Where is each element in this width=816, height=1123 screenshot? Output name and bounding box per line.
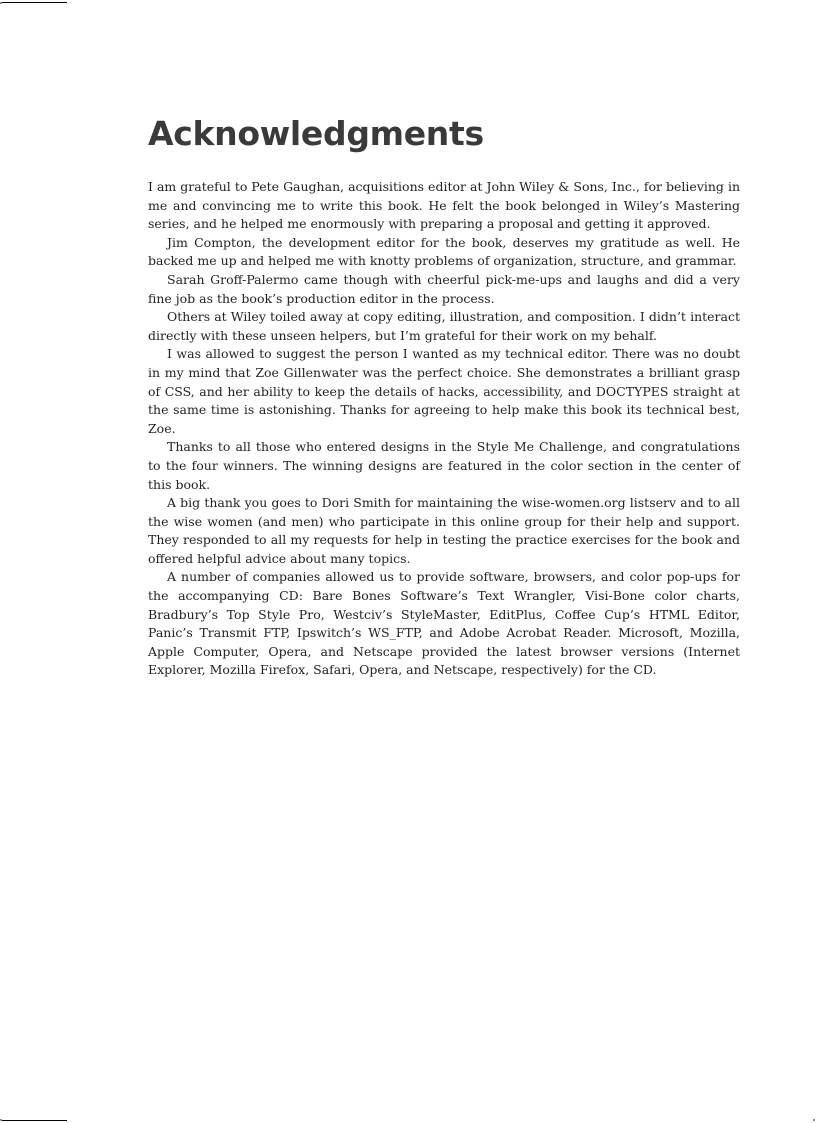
paragraph: I was allowed to suggest the person I wanted as my technical editor. There was no doubt in my mind that Zoe Gillenwater was the perfect choice. She demonstrates a brilliant grasp of CSS, and her ability to keep the details of hacks, accessibility, and DOCTYPES straight at the same time is astonishing. Thanks for agreeing to help make this book its technical best, Zoe. bbox=[148, 346, 740, 436]
paragraph: Jim Compton, the development editor for the book, deserves my gratitude as well. He backed me up and helped me with knotty problems of organization, structure, and grammar. bbox=[148, 234, 740, 269]
page-title: Acknowledgments bbox=[148, 114, 484, 153]
paragraph: Others at Wiley toiled away at copy editing, illustration, and composition. I didn’t interact directly with these unseen helpers, but I’m grateful for their work on my behalf. bbox=[148, 309, 740, 343]
crop-dot-bottom-left bbox=[0, 1119, 2, 1121]
paragraph: Thanks to all those who entered designs in the Style Me Challenge, and congratulations to the four winners. The winning designs are featured in the color section in the center of this book. bbox=[148, 439, 740, 492]
paragraph: I am grateful to Pete Gaughan, acquisitions editor at John Wiley & Sons, Inc., for believing in me and convincing me to write this book. He felt the book belonged in Wiley’s Mastering series, and he helped me enormously with preparing a proposal and getting it approved. bbox=[148, 179, 740, 232]
paragraph: Sarah Groff-Palermo came though with cheerful pick-me-ups and laughs and did a very fine job as the book’s production editor in the process. bbox=[148, 271, 740, 306]
paragraph: A number of companies allowed us to provide software, browsers, and color pop-ups for the accompanying CD: Bare Bones Software’s Text Wrangler, Visi-Bone color charts, Bradbury’s Top Style Pro, Westciv’s StyleMaster, EditPlus, Coffee Cup’s HTML Editor, Panic’s Transmit FTP, Ipswitch’s WS_FTP, and Adobe Acrobat Reader. Microsoft, Mozilla, Apple Computer, Opera, and Netscape provided the latest browser versions (Internet Explorer, Mozilla Firefox, Safari, Opera, and Netscape, respectively) for the CD. bbox=[148, 569, 740, 678]
crop-mark-bottom bbox=[0, 1120, 67, 1121]
paragraph: A big thank you goes to Dori Smith for maintaining the wise-women.org listserv and to all the wise women (and men) who participate in this online group for their help and support. They responded to all my requests for help in testing the practice exercises for the book and offered helpful advice about many topics. bbox=[148, 495, 740, 566]
crop-dot-bottom-right bbox=[813, 1119, 815, 1121]
acknowledgments-body bbox=[148, 178, 740, 680]
crop-dot-top-left bbox=[0, 2, 2, 4]
crop-mark-top bbox=[0, 2, 67, 3]
